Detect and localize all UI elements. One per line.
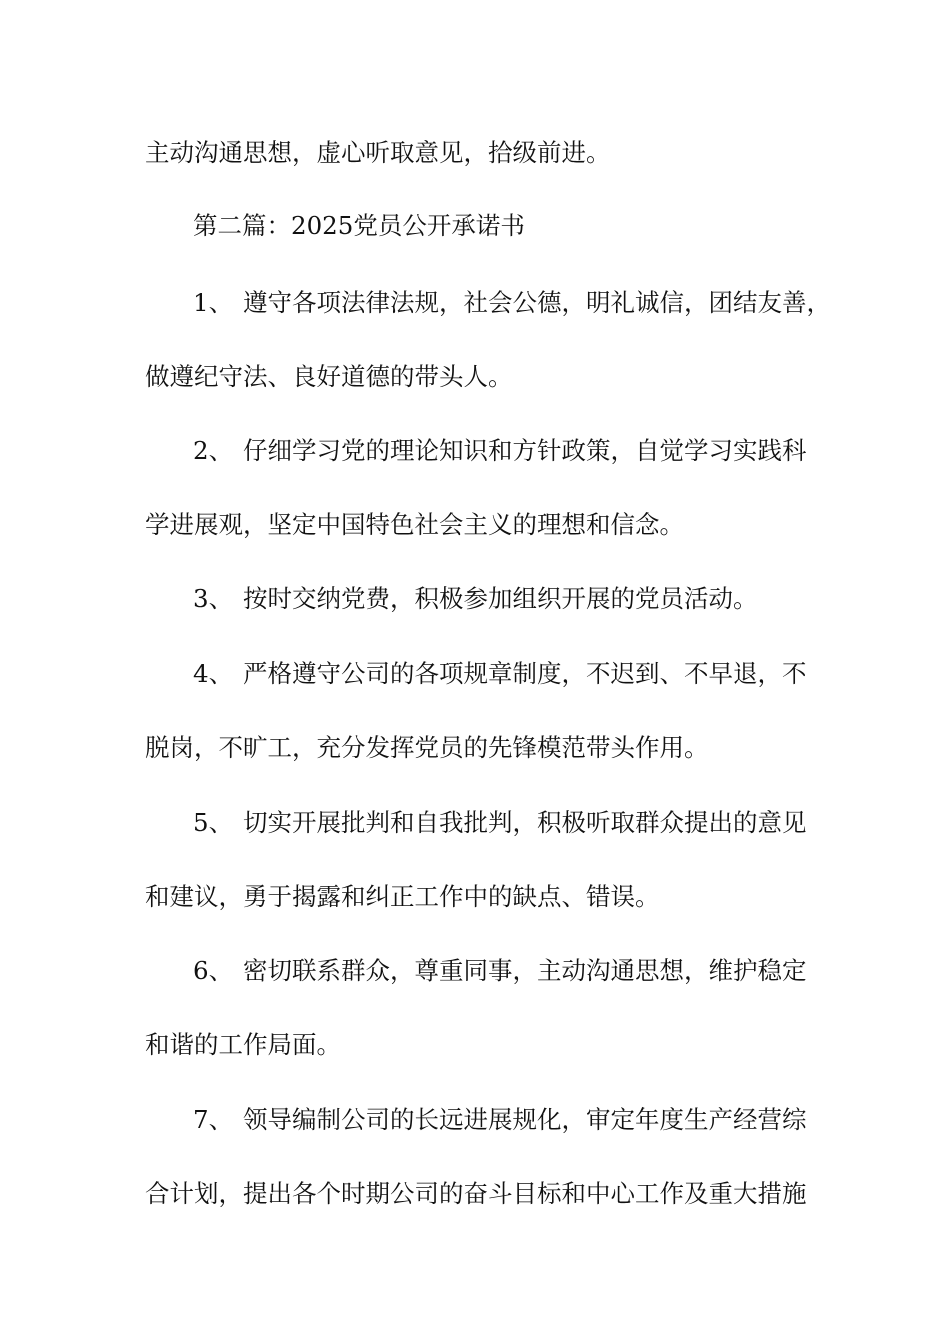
list-item-2-continued: 学进展观，坚定中国特色社会主义的理想和信念。 — [145, 510, 684, 539]
list-item-5-continued: 和建议，勇于揭露和纠正工作中的缺点、错误。 — [145, 882, 660, 911]
item-text: 严格遵守公司的各项规章制度，不迟到、不早退，不 — [243, 659, 807, 688]
list-item-7 — [193, 1100, 893, 1140]
item-text: 切实开展批判和自我批判，积极听取群众提出的意见 — [243, 808, 807, 837]
item-text: 按时交纳党费，积极参加组织开展的党员活动。 — [243, 584, 758, 613]
item-number: 5、 — [193, 808, 234, 837]
item-number: 2、 — [193, 436, 234, 465]
list-item-3 — [193, 579, 893, 619]
item-number: 4、 — [193, 659, 234, 688]
list-item-2 — [193, 431, 893, 471]
item-number: 7、 — [193, 1105, 234, 1134]
item-number: 6、 — [193, 956, 234, 985]
list-item-7-continued: 合计划，提出各个时期公司的奋斗目标和中心工作及重大措施 — [145, 1179, 807, 1208]
item-number: 1、 — [193, 288, 234, 317]
list-item-6 — [193, 951, 893, 991]
item-number: 3、 — [193, 584, 234, 613]
section-title: 第二篇：2025党员公开承诺书 — [193, 211, 525, 240]
list-item-4 — [193, 654, 893, 694]
item-text: 遵守各项法律法规，社会公德，明礼诚信，团结友善， — [243, 288, 831, 317]
item-text: 密切联系群众，尊重同事，主动沟通思想，维护稳定 — [243, 956, 807, 985]
list-item-6-continued: 和谐的工作局面。 — [145, 1030, 341, 1059]
list-item-1-continued: 做遵纪守法、良好道德的带头人。 — [145, 362, 513, 391]
list-item-4-continued: 脱岗，不旷工，充分发挥党员的先锋模范带头作用。 — [145, 733, 709, 762]
list-item-5 — [193, 803, 893, 843]
item-text: 仔细学习党的理论知识和方针政策，自觉学习实践科 — [243, 436, 807, 465]
item-text: 领导编制公司的长远进展规化，审定年度生产经营综 — [243, 1105, 807, 1134]
paragraph-line: 主动沟通思想，虚心听取意见，拾级前进。 — [145, 138, 611, 167]
list-item-1 — [193, 283, 893, 323]
